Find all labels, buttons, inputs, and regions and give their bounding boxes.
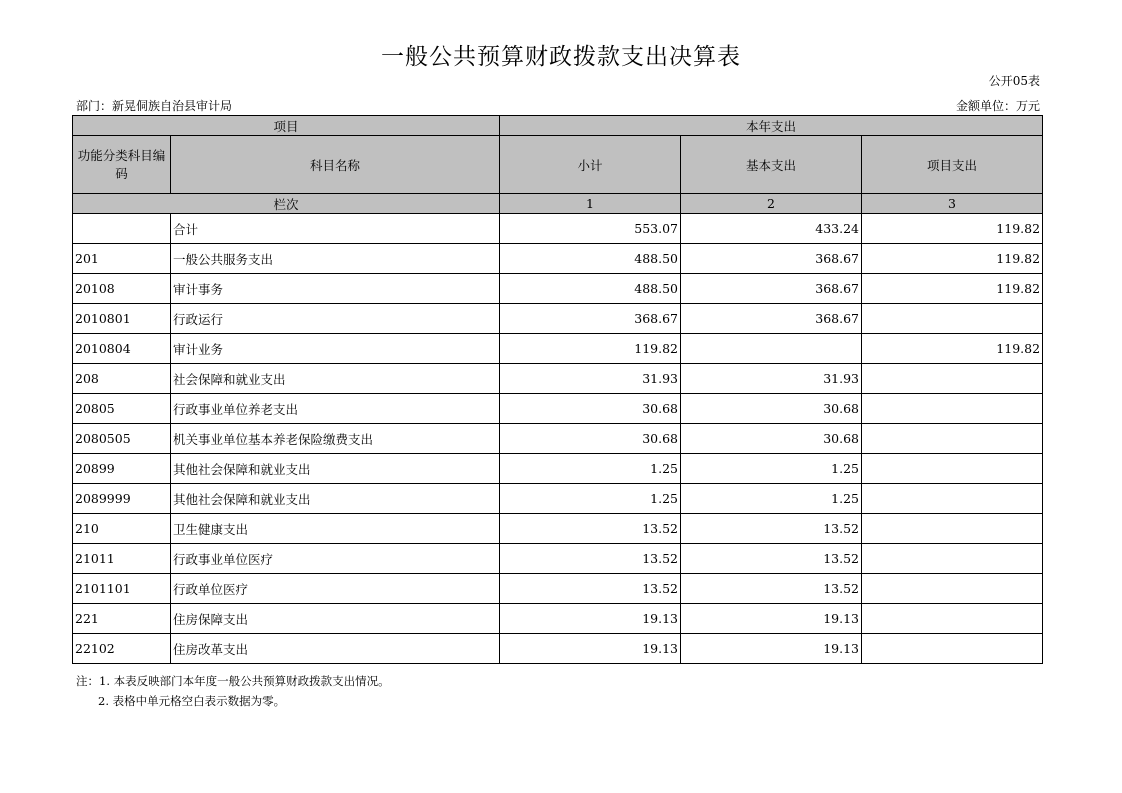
row-project-cell bbox=[862, 394, 1043, 424]
row-project-cell bbox=[862, 514, 1043, 544]
row-name-cell: 住房改革支出 bbox=[171, 634, 500, 664]
header-row-middle bbox=[73, 136, 1043, 194]
table-row bbox=[73, 334, 1043, 364]
row-code-cell: 2010801 bbox=[73, 304, 171, 334]
row-subtotal-cell: 368.67 bbox=[500, 304, 681, 334]
row-name-cell: 一般公共服务支出 bbox=[171, 244, 500, 274]
row-name-cell: 行政运行 bbox=[171, 304, 500, 334]
row-code-cell: 2101101 bbox=[73, 574, 171, 604]
row-subtotal-cell: 30.68 bbox=[500, 424, 681, 454]
row-subtotal-cell: 19.13 bbox=[500, 604, 681, 634]
row-code-cell: 20108 bbox=[73, 274, 171, 304]
table-row bbox=[73, 214, 1043, 244]
table-row bbox=[73, 424, 1043, 454]
row-basic-cell: 433.24 bbox=[681, 214, 862, 244]
table-row bbox=[73, 364, 1043, 394]
table-row bbox=[73, 604, 1043, 634]
row-project-cell: 119.82 bbox=[862, 334, 1043, 364]
row-name-cell: 其他社会保障和就业支出 bbox=[171, 454, 500, 484]
header-subtotal: 小计 bbox=[500, 136, 681, 194]
row-basic-cell: 19.13 bbox=[681, 634, 862, 664]
row-basic-cell: 19.13 bbox=[681, 604, 862, 634]
row-project-cell bbox=[862, 574, 1043, 604]
row-basic-cell: 1.25 bbox=[681, 454, 862, 484]
header-col-1: 1 bbox=[500, 194, 681, 214]
note-line-1: 注：1. 本表反映部门本年度一般公共预算财政拨款支出情况。 bbox=[76, 674, 390, 688]
row-code-cell: 20805 bbox=[73, 394, 171, 424]
header-subject-name: 科目名称 bbox=[171, 136, 500, 194]
table-row bbox=[73, 574, 1043, 604]
row-basic-cell: 13.52 bbox=[681, 514, 862, 544]
row-name-cell: 其他社会保障和就业支出 bbox=[171, 484, 500, 514]
row-subtotal-cell: 488.50 bbox=[500, 274, 681, 304]
row-project-cell bbox=[862, 454, 1043, 484]
row-subtotal-cell: 31.93 bbox=[500, 364, 681, 394]
row-subtotal-cell: 488.50 bbox=[500, 244, 681, 274]
row-basic-cell: 368.67 bbox=[681, 244, 862, 274]
row-subtotal-cell: 1.25 bbox=[500, 484, 681, 514]
row-project-cell bbox=[862, 544, 1043, 574]
row-basic-cell bbox=[681, 334, 862, 364]
table-row bbox=[73, 244, 1043, 274]
row-code-cell: 2089999 bbox=[73, 484, 171, 514]
row-name-cell: 机关事业单位基本养老保险缴费支出 bbox=[171, 424, 500, 454]
row-basic-cell: 368.67 bbox=[681, 304, 862, 334]
row-name-cell: 审计事务 bbox=[171, 274, 500, 304]
row-subtotal-cell: 13.52 bbox=[500, 574, 681, 604]
row-code-cell: 208 bbox=[73, 364, 171, 394]
row-subtotal-cell: 1.25 bbox=[500, 454, 681, 484]
row-name-cell: 合计 bbox=[171, 214, 500, 244]
row-project-cell bbox=[862, 484, 1043, 514]
table-row bbox=[73, 394, 1043, 424]
row-project-cell: 119.82 bbox=[862, 214, 1043, 244]
table-row bbox=[73, 484, 1043, 514]
row-name-cell: 卫生健康支出 bbox=[171, 514, 500, 544]
header-project-exp: 项目支出 bbox=[862, 136, 1043, 194]
note-line-2: 2. 表格中单元格空白表示数据为零。 bbox=[98, 694, 286, 708]
row-subtotal-cell: 30.68 bbox=[500, 394, 681, 424]
row-basic-cell: 30.68 bbox=[681, 394, 862, 424]
row-basic-cell: 31.93 bbox=[681, 364, 862, 394]
expenditure-table bbox=[72, 115, 1043, 664]
table-row bbox=[73, 634, 1043, 664]
table-row bbox=[73, 304, 1043, 334]
row-code-cell: 221 bbox=[73, 604, 171, 634]
header-current-year: 本年支出 bbox=[500, 116, 1043, 136]
row-project-cell bbox=[862, 604, 1043, 634]
amount-unit-label: 金额单位：万元 bbox=[955, 99, 1040, 113]
row-name-cell: 行政单位医疗 bbox=[171, 574, 500, 604]
row-code-cell: 21011 bbox=[73, 544, 171, 574]
row-project-cell: 119.82 bbox=[862, 244, 1043, 274]
row-subtotal-cell: 553.07 bbox=[500, 214, 681, 244]
header-col-label: 栏次 bbox=[73, 194, 500, 214]
row-subtotal-cell: 13.52 bbox=[500, 544, 681, 574]
row-basic-cell: 13.52 bbox=[681, 544, 862, 574]
row-name-cell: 行政事业单位医疗 bbox=[171, 544, 500, 574]
header-row-top bbox=[73, 116, 1043, 136]
row-code-cell bbox=[73, 214, 171, 244]
row-basic-cell: 30.68 bbox=[681, 424, 862, 454]
table-row bbox=[73, 454, 1043, 484]
row-code-cell: 210 bbox=[73, 514, 171, 544]
row-project-cell: 119.82 bbox=[862, 274, 1043, 304]
row-name-cell: 社会保障和就业支出 bbox=[171, 364, 500, 394]
header-basic: 基本支出 bbox=[681, 136, 862, 194]
row-code-cell: 2010804 bbox=[73, 334, 171, 364]
row-subtotal-cell: 119.82 bbox=[500, 334, 681, 364]
table-row bbox=[73, 544, 1043, 574]
row-project-cell bbox=[862, 424, 1043, 454]
row-code-cell: 22102 bbox=[73, 634, 171, 664]
department-label: 部门：新晃侗族自治县审计局 bbox=[76, 99, 233, 113]
row-subtotal-cell: 19.13 bbox=[500, 634, 681, 664]
page-title: 一般公共预算财政拨款支出决算表 bbox=[381, 44, 741, 70]
table-row bbox=[73, 274, 1043, 304]
row-name-cell: 审计业务 bbox=[171, 334, 500, 364]
table-row bbox=[73, 514, 1043, 544]
row-basic-cell: 13.52 bbox=[681, 574, 862, 604]
row-name-cell: 住房保障支出 bbox=[171, 604, 500, 634]
row-name-cell: 行政事业单位养老支出 bbox=[171, 394, 500, 424]
row-project-cell bbox=[862, 364, 1043, 394]
row-code-cell: 201 bbox=[73, 244, 171, 274]
header-col-2: 2 bbox=[681, 194, 862, 214]
header-row-columns bbox=[73, 194, 1043, 214]
row-code-cell: 2080505 bbox=[73, 424, 171, 454]
form-number: 公开05表 bbox=[988, 74, 1040, 88]
row-basic-cell: 1.25 bbox=[681, 484, 862, 514]
header-col-3: 3 bbox=[862, 194, 1043, 214]
row-project-cell bbox=[862, 304, 1043, 334]
header-func-code: 功能分类科目编码 bbox=[73, 136, 171, 194]
header-project: 项目 bbox=[73, 116, 500, 136]
row-basic-cell: 368.67 bbox=[681, 274, 862, 304]
row-code-cell: 20899 bbox=[73, 454, 171, 484]
row-subtotal-cell: 13.52 bbox=[500, 514, 681, 544]
notes bbox=[76, 671, 390, 711]
row-project-cell bbox=[862, 634, 1043, 664]
